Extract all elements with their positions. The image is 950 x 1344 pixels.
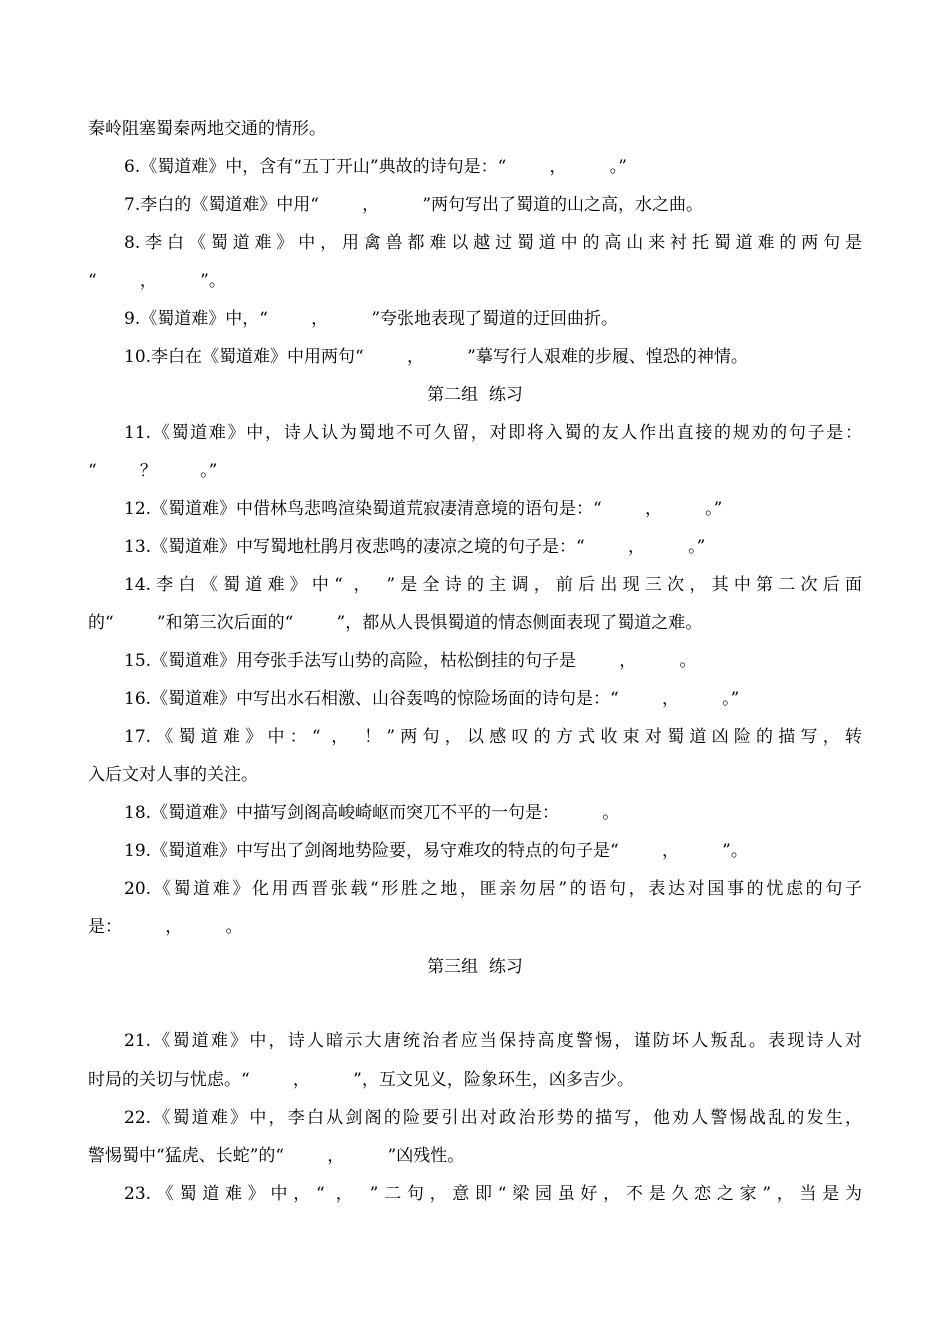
question-18: 18.《蜀道难》中描写剑阁高峻崎岖而突兀不平的一句是： 。 <box>124 803 620 823</box>
question-11: 11.《蜀道难》中，诗人认为蜀地不可久留，对即将入蜀的友人作出直接的规劝的句子是： <box>124 423 862 443</box>
question-23: 23.《蜀道难》中，“ ， ”二句，意即“梁园虽好，不是久恋之家”，当是为 <box>124 1184 862 1204</box>
text-line: 时局的关切与忧虑。“ ， ”，互文见义，险象环生，凶多吉少。 <box>88 1070 634 1090</box>
question-19: 19.《蜀道难》中写出了剑阁地势险要，易守难攻的特点的句子是“ ， ”。 <box>124 841 748 861</box>
section-heading-group-2: 第二组 练习 <box>427 385 523 405</box>
text-line: “ ， ”。 <box>88 271 226 291</box>
question-10: 10.李白在《蜀道难》中用两句“ ， ”摹写行人艰难的步履、惶恐的神情。 <box>124 347 748 367</box>
text-line: 警惕蜀中“猛虎、长蛇”的“ ， ”凶残性。 <box>88 1146 465 1166</box>
question-15: 15.《蜀道难》用夸张手法写山势的高险，枯松倒挂的句子是 ， 。 <box>124 651 697 671</box>
text-line: 秦岭阻塞蜀秦两地交通的情形。 <box>88 119 326 139</box>
text-line: “ ？ 。” <box>88 461 218 481</box>
text-line: 是： ， 。 <box>88 917 243 937</box>
question-9: 9.《蜀道难》中，“ ， ”夸张地表现了蜀道的迂回曲折。 <box>124 309 619 329</box>
question-17: 17.《蜀道难》中：“ ， ！”两句，以感叹的方式收束对蜀道凶险的描写，转 <box>124 727 862 747</box>
question-12: 12.《蜀道难》中借林鸟悲鸣渲染蜀道荒寂凄清意境的语句是：“ ， 。” <box>124 499 723 519</box>
question-22: 22.《蜀道难》中，李白从剑阁的险要引出对政治形势的描写，他劝人警惕战乱的发生， <box>124 1108 862 1128</box>
question-16: 16.《蜀道难》中写出水石相激、山谷轰鸣的惊险场面的诗句是：“ ， 。” <box>124 689 740 709</box>
question-8: 8.李白《蜀道难》中，用禽兽都难以越过蜀道中的高山来衬托蜀道难的两句是 <box>124 233 862 253</box>
section-heading-group-3: 第三组 练习 <box>427 957 523 977</box>
question-20: 20.《蜀道难》化用西晋张载“形胜之地，匪亲勿居”的语句，表达对国事的忧虑的句子 <box>124 879 862 899</box>
question-13: 13.《蜀道难》中写蜀地杜鹃月夜悲鸣的凄凉之境的句子是：“ ， 。” <box>124 537 706 557</box>
question-7: 7.李白的《蜀道难》中用“ ， ”两句写出了蜀道的山之高，水之曲。 <box>124 195 704 215</box>
text-line: 入后文对人事的关注。 <box>88 765 258 785</box>
text-line: 的“ ”和第三次后面的“ ”，都从人畏惧蜀道的情态侧面表现了蜀道之难。 <box>88 613 703 633</box>
question-14: 14.李白《蜀道难》中“ ， ”是全诗的主调，前后出现三次，其中第二次后面 <box>124 575 862 595</box>
question-21: 21.《蜀道难》中，诗人暗示大唐统治者应当保持高度警惕，谨防坏人叛乱。表现诗人对 <box>124 1031 862 1051</box>
question-6: 6.《蜀道难》中，含有“五丁开山”典故的诗句是：“ ， 。” <box>124 157 627 177</box>
